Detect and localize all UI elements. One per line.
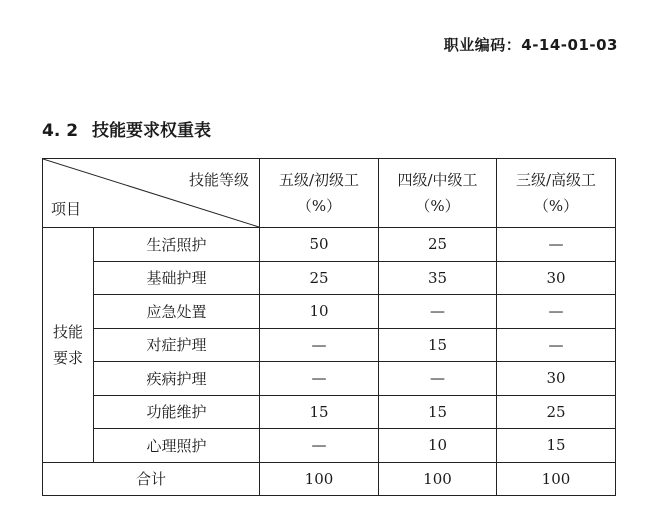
row-item: 应急处置 — [94, 295, 260, 329]
section-title: 技能要求权重表 — [92, 121, 212, 141]
row-value: — — [497, 295, 616, 329]
row-value: — — [379, 295, 497, 329]
category-label-line2: 要求 — [52, 348, 83, 367]
total-value: 100 — [379, 462, 497, 496]
table-corner-header — [43, 159, 260, 228]
level-name: 四级/中级工 — [397, 171, 478, 189]
row-value: 15 — [379, 328, 497, 362]
row-value: — — [497, 328, 616, 362]
level-header-3 — [497, 159, 616, 228]
row-value: 30 — [497, 362, 616, 396]
row-value: 25 — [497, 395, 616, 429]
table-row — [43, 295, 616, 329]
row-value: 30 — [497, 261, 616, 295]
row-item: 生活照护 — [94, 228, 260, 262]
level-name: 三级/高级工 — [515, 171, 597, 189]
row-value: — — [260, 429, 379, 463]
row-item: 对症护理 — [94, 328, 260, 362]
row-item: 疾病护理 — [94, 362, 260, 396]
row-value: 50 — [260, 228, 379, 262]
level-header-5 — [260, 159, 379, 228]
level-unit: （%） — [415, 197, 460, 215]
table-row — [43, 228, 616, 262]
table-row — [43, 362, 616, 396]
table-row — [43, 261, 616, 295]
level-name: 五级/初级工 — [278, 171, 360, 189]
category-label-line1: 技能 — [52, 322, 83, 341]
level-unit: （%） — [533, 197, 579, 215]
level-unit: （%） — [296, 197, 342, 215]
row-value: 15 — [379, 395, 497, 429]
row-value: — — [260, 328, 379, 362]
row-item: 基础护理 — [94, 261, 260, 295]
table-row — [43, 395, 616, 429]
section-heading — [42, 116, 211, 141]
row-value: 10 — [260, 295, 379, 329]
row-value: 15 — [497, 429, 616, 463]
total-label: 合计 — [43, 462, 260, 496]
row-value: 35 — [379, 261, 497, 295]
corner-label-skill-level: 技能等级 — [188, 171, 249, 189]
level-header-4 — [379, 159, 497, 228]
row-value: 10 — [379, 429, 497, 463]
total-value: 100 — [260, 462, 379, 496]
row-item: 功能维护 — [94, 395, 260, 429]
row-value: — — [379, 362, 497, 396]
corner-label-item: 项目 — [51, 200, 82, 218]
total-row — [43, 462, 616, 496]
row-item: 心理照护 — [94, 429, 260, 463]
row-value: — — [260, 362, 379, 396]
table-row — [43, 429, 616, 463]
skill-weight-table — [42, 158, 616, 496]
occupation-code: 职业编码：4-14-01-03 — [443, 36, 618, 54]
row-value: 25 — [260, 261, 379, 295]
total-value: 100 — [497, 462, 616, 496]
category-cell — [43, 228, 94, 463]
row-value: 25 — [379, 228, 497, 262]
section-number: 4. 2 — [42, 121, 79, 141]
row-value: 15 — [260, 395, 379, 429]
row-value: — — [497, 228, 616, 262]
table-row — [43, 328, 616, 362]
